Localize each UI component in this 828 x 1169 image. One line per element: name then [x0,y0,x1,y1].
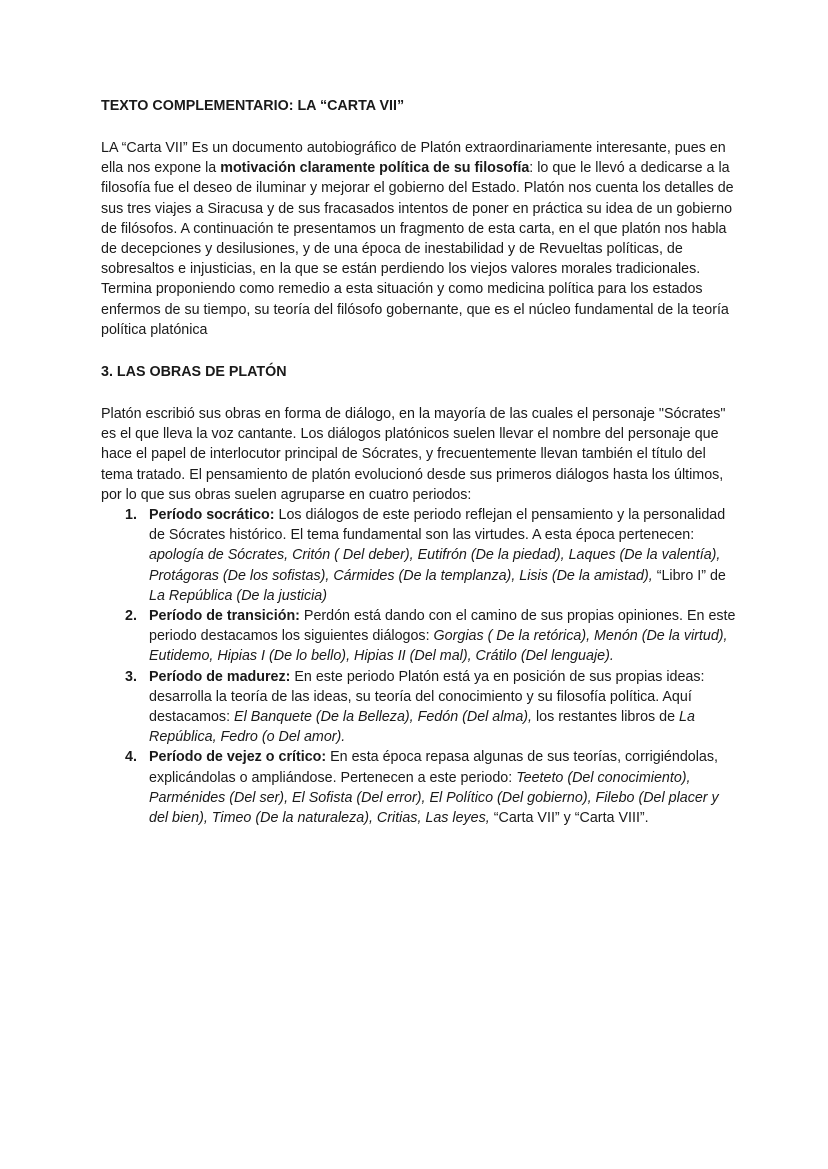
period-label: Período de madurez: [149,668,291,685]
list-number: 3. [125,668,137,685]
section-title-carta-vii: TEXTO COMPLEMENTARIO: LA “CARTA VII” [101,98,405,114]
list-item [101,505,741,606]
period-works: Teeteto (Del conocimiento), Parménides (Del ser), El Sofista (Del error), El Político (Del gobierno), Filebo (Del placer y del bien), Timeo (De la naturaleza), Critias, Las leyes, [149,769,719,827]
carta-vii-text-bold: motivación claramente política de su filosofía [220,160,530,177]
periods-list [101,505,741,828]
obras-intro-paragraph: Platón escribió sus obras en forma de diálogo, en la mayoría de las cuales el personaje "Sócrates" es el que lleva la voz cantante. Los diálogos platónicos suelen llevar el nombre del personaje que hace el papel de interlocutor principal de Sócrates, y frecuentemente llevan también el título del tema tratado. El pensamiento de platón evolucionó desde sus primeros diálogos hasta los últimos, por lo que sus obras suelen agruparse en cuatro periodos: [101,406,726,503]
list-number: 4. [125,749,137,766]
list-item [101,667,741,748]
period-label: Período socrático: [149,507,275,524]
period-label: Período de vejez o crítico: [149,749,327,766]
period-label: Período de transición: [149,608,300,625]
period-text: En esta época repasa algunas de sus teorías, corrigiéndolas, explicándolas o ampliándose. Pertenecen a este periodo: [149,749,718,786]
period-works-2: La República (De la justicia) [149,587,327,604]
period-text-mid: “Carta VII” y “Carta VIII”. [489,810,649,827]
document-page [101,96,741,828]
list-number: 1. [125,507,137,524]
section-title-obras: 3. LAS OBRAS DE PLATÓN [101,364,287,381]
period-works: Gorgias ( De la retórica), Menón (De la virtud), Eutidemo, Hipias I (De lo bello), Hipias II (Del mal), Crátilo (Del lenguaje). [149,628,728,665]
period-text: Perdón está dando con el camino de sus propias opiniones. En este periodo destacamos los siguientes diálogos: [149,608,736,645]
period-text: Los diálogos de este periodo reflejan el pensamiento y la personalidad de Sócrates histórico. El tema fundamental son las virtudes. A esta época pertenecen: [149,507,726,544]
carta-vii-paragraph [101,138,741,340]
carta-vii-text-pre: LA “Carta VII” Es un documento autobiográfico de Platón extraordinariamente interesante, pues en ella nos expone la [101,140,726,177]
period-works-2: La República, Fedro (o Del amor). [149,709,695,746]
list-number: 2. [125,608,137,625]
carta-vii-text-post: : lo que le llevó a dedicarse a la filosofía fue el deseo de iluminar y mejorar el gobierno del Estado. Platón nos cuenta los detalles de sus tres viajes a Siracusa y de sus fracasados intentos de poner en práctica su idea de un gobierno de filósofos. A continuación te presentamos un fragmento de esta carta, en el que platón nos habla de decepciones y desilusiones, y de una época de inestabilidad y de Revueltas políticas, de sobresaltos e injusticias, en la que se están perdiendo los viejos valores morales tradicionales. Termina proponiendo como remedio a esta situación y como medicina política para los estados enfermos de su tiempo, su teoría del filósofo gobernante, que es el núcleo fundamental de la teoría política platónica [101,160,734,338]
period-text-mid: “Libro I” de [652,567,726,584]
list-item [101,606,741,667]
period-text: En este periodo Platón está ya en posición de sus propias ideas: desarrolla la teoría de las ideas, su teoría del conocimiento y su filosofía política. Aquí destacamos: [149,668,705,726]
period-text-mid: los restantes libros de [532,709,680,726]
period-works: apología de Sócrates, Critón ( Del deber), Eutifrón (De la piedad), Laques (De la valentía), Protágoras (De los sofistas), Cármides (De la templanza), Lisis (De la amistad), [149,547,721,584]
period-works: El Banquete (De la Belleza), Fedón (Del alma), [234,709,533,726]
list-item [101,747,741,828]
